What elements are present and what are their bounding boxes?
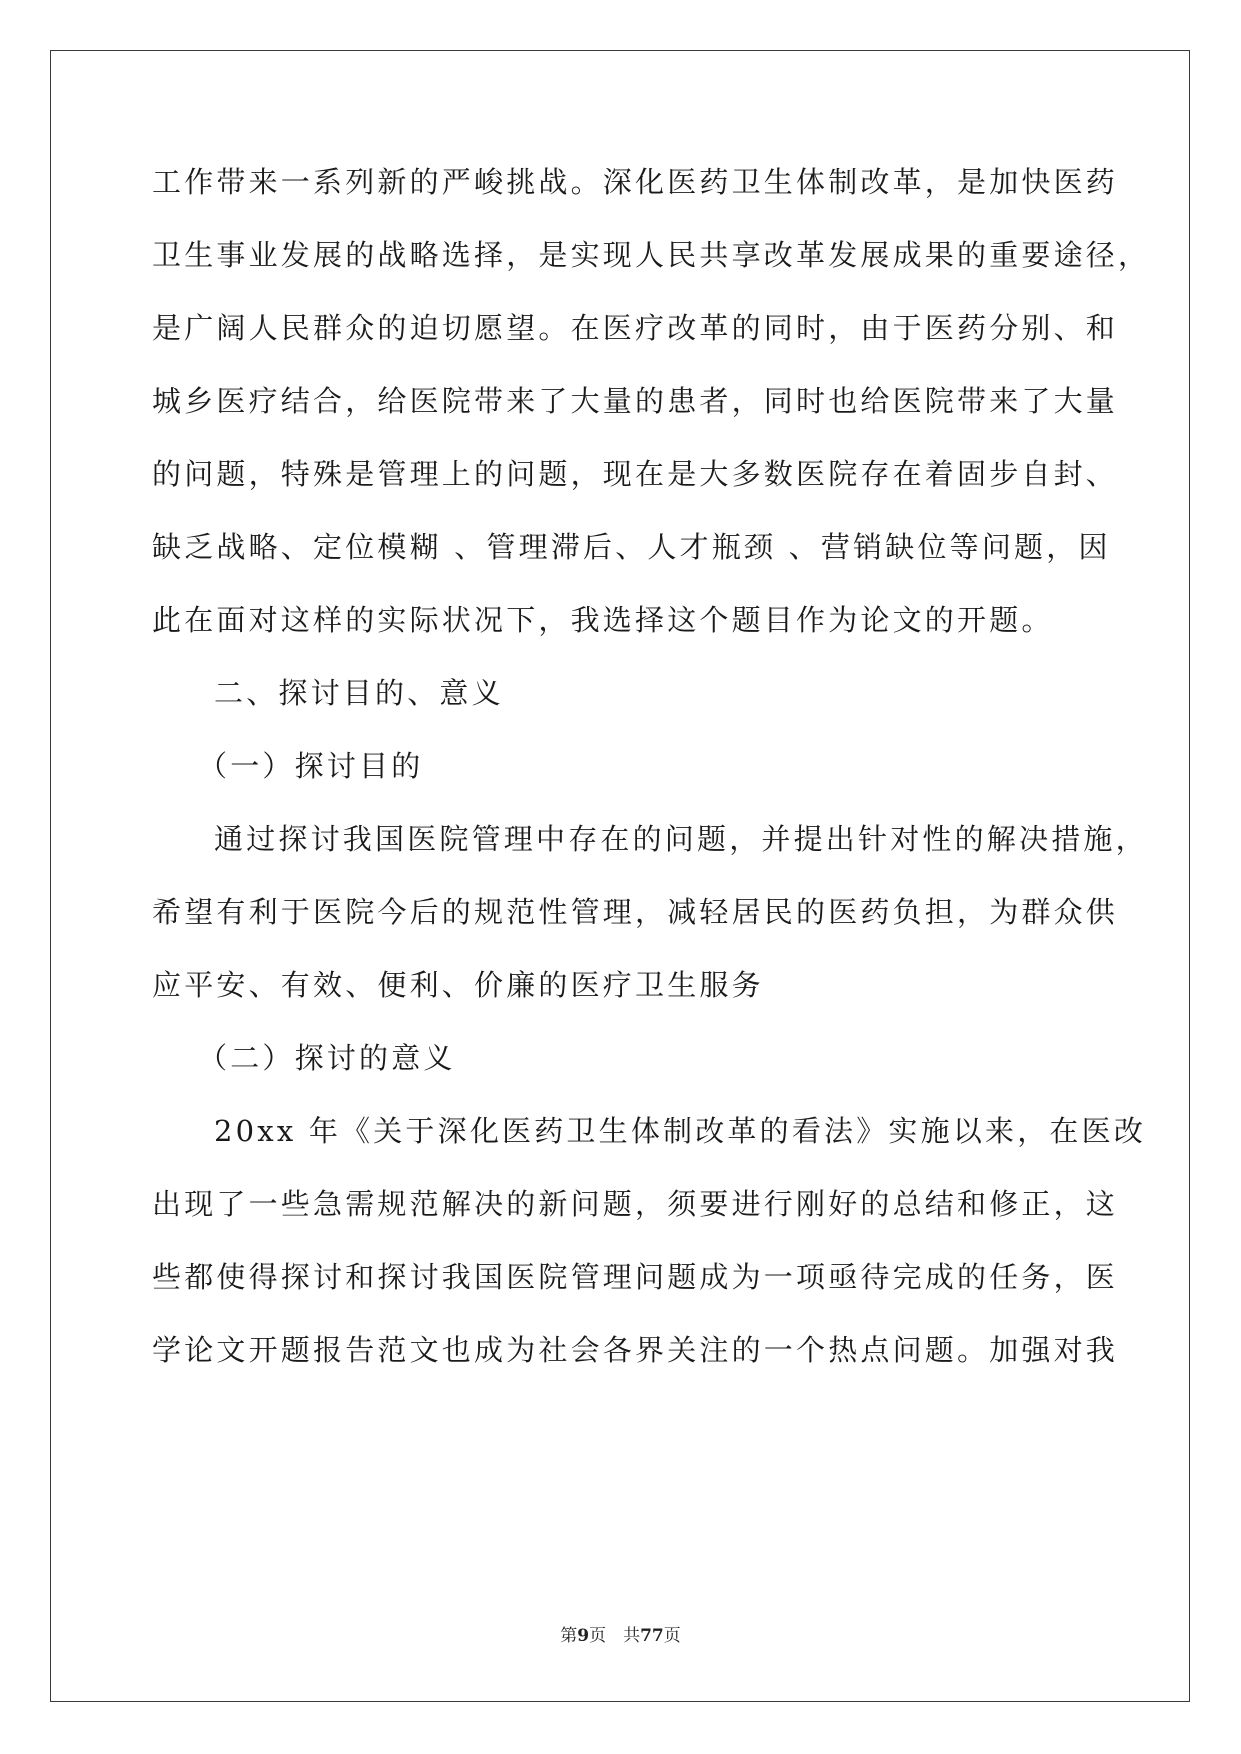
text-line: 学论文开题报告范文也成为社会各界关注的一个热点问题。加强对我 <box>152 1333 1119 1367</box>
text-line: 20xx 年《关于深化医药卫生体制改革的看法》实施以来，在医改 <box>214 1114 1147 1148</box>
text-line: 的问题，特殊是管理上的问题，现在是大多数医院存在着固步自封、 <box>152 457 1119 491</box>
text-line: 应平安、有效、便利、价廉的医疗卫生服务 <box>152 968 764 1002</box>
text-line: 工作带来一系列新的严峻挑战。深化医药卫生体制改革，是加快医药 <box>152 165 1119 199</box>
text-line: 些都使得探讨和探讨我国医院管理问题成为一项亟待完成的任务，医 <box>152 1260 1119 1294</box>
text-line: 出现了一些急需规范解决的新问题，须要进行刚好的总结和修正，这 <box>152 1187 1119 1221</box>
text-line: 卫生事业发展的战略选择，是实现人民共享改革发展成果的重要途径， <box>152 238 1151 272</box>
text-line: 是广阔人民群众的迫切愿望。在医疗改革的同时，由于医药分别、和 <box>152 311 1119 345</box>
text-line: 城乡医疗结合，给医院带来了大量的患者，同时也给医院带来了大量 <box>152 384 1119 418</box>
footer-prefix: 第 <box>560 1626 578 1646</box>
footer-middle: 页 共 <box>589 1626 641 1646</box>
footer-suffix: 页 <box>663 1626 681 1646</box>
page-border <box>50 50 1190 1702</box>
section-heading: 二、探讨目的、意义 <box>214 676 504 710</box>
total-pages: 77 <box>640 1626 664 1646</box>
page-number: 9 <box>577 1626 590 1646</box>
text-line: 缺乏战略、定位模糊 、管理滞后、人才瓶颈 、营销缺位等问题，因 <box>152 530 1111 564</box>
subsection-heading: （一）探讨目的 <box>198 749 424 783</box>
text-line: 希望有利于医院今后的规范性管理，减轻居民的医药负担，为群众供 <box>152 895 1119 929</box>
page-footer <box>0 1625 1241 1647</box>
text-line: 此在面对这样的实际状况下，我选择这个题目作为论文的开题。 <box>152 603 1054 637</box>
text-line: 通过探讨我国医院管理中存在的问题，并提出针对性的解决措施， <box>214 822 1148 856</box>
subsection-heading: （二）探讨的意义 <box>198 1041 456 1075</box>
